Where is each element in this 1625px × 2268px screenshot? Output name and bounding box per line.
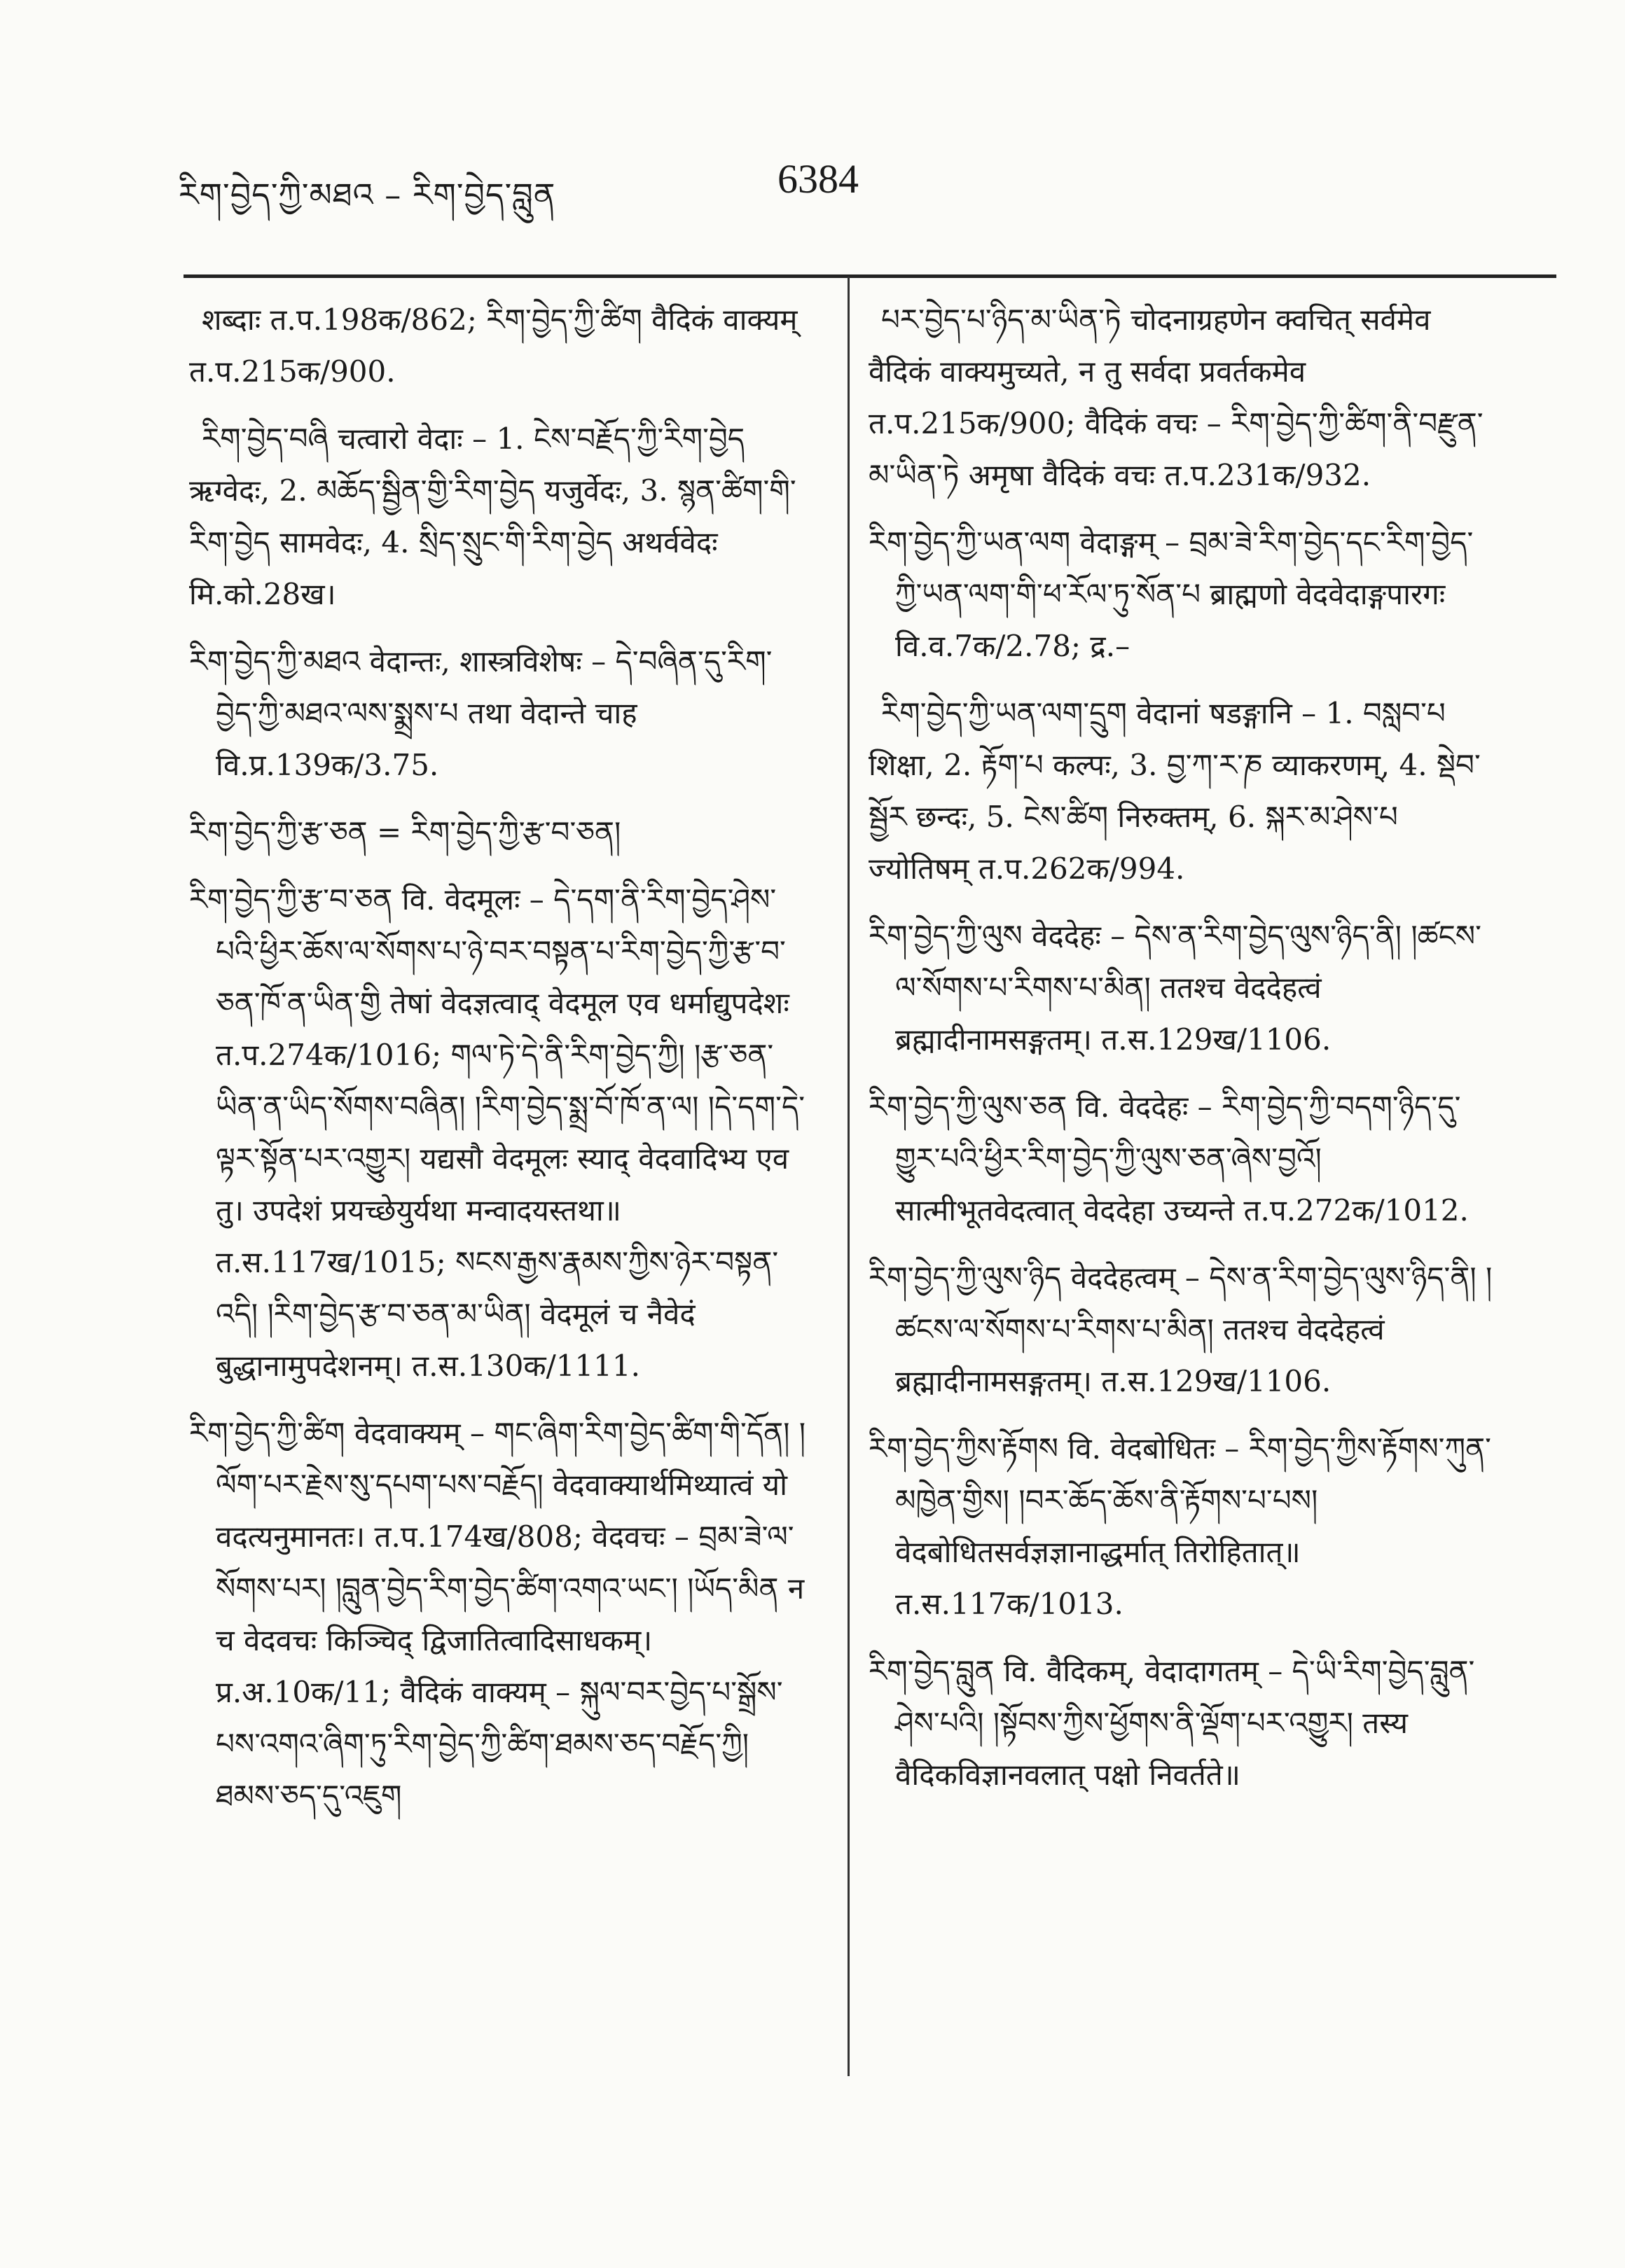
- running-head: རིག་བྱེད་ཀྱི་མཐའ – རིག་བྱེད་བླུན: [179, 176, 556, 214]
- dictionary-entry: རིག་བྱེད་ཀྱི་ལུས वेददेहः – དེས་ན་རིག་བྱེད་ལུས་ཉིད་ནི། །ཚངས་ལ་སོགས་པ་རིགས་པ་མིན། ततश्च वेददेहत्वं ब्रह्मादीनामसङ्गतम्। त.स.129ख/1106.: [869, 919, 1481, 1057]
- right-column: [869, 294, 1499, 1816]
- dictionary-entry: རིག་བྱེད་ཀྱི་རྩ་ཅན = རིག་བྱེད་ཀྱི་རྩ་བ་ཅན།: [189, 815, 621, 849]
- left-column: [189, 294, 813, 1837]
- dictionary-entry: རིག་བྱེད་ཀྱི་ཡན་ལག་དྲུག वेदानां षडङ्गानि – 1. བསླབ་པ शिक्षा, 2. རྟོག་པ कल्पः, 3. བྱ་ཀ་ར་ཎ व्याकरणम्, 4. སྡེབ་སྦྱོར छन्दः, 5. ངེས་ཚིག निरुक्तम्, 6. སྐར་མ་ཤེས་པ ज्योतिषम् त.प.262क/994.: [869, 696, 1481, 886]
- dictionary-entry: རིག་བྱེད་ཀྱི་ལུས་ཉིད वेददेहत्वम् – དེས་ན་རིག་བྱེད་ལུས་ཉིད་ནི། །ཚངས་ལ་སོགས་པ་རིགས་པ་མིན། ततश्च वेददेहत्वं ब्रह्मादीनामसङ्गतम्। त.स.129ख/1106.: [869, 1260, 1493, 1398]
- dictionary-entry: རིག་བྱེད་བླུན वि. वैदिकम्, वेदादागतम् – དེ་ཡི་རིག་བྱེད་བླུན་ཤེས་པའི། །སྟོབས་ཀྱིས་ཕྱོགས་ནི་ལྡོག་པར་འགྱུར། तस्य वैदिकविज्ञानवलात् पक्षो निवर्तते॥: [869, 1654, 1475, 1792]
- dictionary-entry: རིག་བྱེད་ཀྱིས་རྟོགས वि. वेदबोधितः – རིག་བྱེད་ཀྱིས་རྟོགས་ཀུན་མཁྱེན་གྱིས། །བར་ཆོད་ཆོས་ནི་རྟོགས་པ་པས། वेदबोधितसर्वज्ञज्ञानाद्धर्मात् तिरोहितात्॥ त.स.117क/1013.: [869, 1431, 1491, 1621]
- column-divider: [848, 277, 850, 2076]
- dictionary-entry: རིག་བྱེད་ཀྱི་མཐའ वेदान्तः, शास्त्रविशेषः – དེ་བཞིན་དུ་རིག་བྱེད་ཀྱི་མཐའ་ལས་སྨྲས་པ तथा वेदान्ते चाह वि.प्र.139क/3.75.: [189, 644, 773, 782]
- dictionary-entry: རིག་བྱེད་ཀྱི་ཚིག वेदवाक्यम् – གང་ཞིག་རིག་བྱེད་ཚིག་གི་དོན། །ལོག་པར་རྗེས་སུ་དཔག་པས་བརྗོད། वेदवाक्यार्थमिथ्यात्वं यो वदत्यनुमानतः। त.प.174ख/808; वेदवचः – བྲམ་ཟེ་ལ་སོགས་པར། །བླུན་བྱེད་རིག་བྱེད་ཚིག་འགའ་ཡང་། །ཡོད་མིན न च वेदवचः किञ्चिद् द्विजातित्वादिसाधकम्। प्र.अ.10क/11; वैदिकं वाक्यम् – སྐུལ་བར་བྱེད་པ་སྒྲོས་པས་འགའ་ཞིག་ཏུ་རིག་བྱེད་ཀྱི་ཚིག་ཐམས་ཅད་བརྗོད་ཀྱི། ཐམས་ཅད་དུ་འཇུག: [189, 1416, 806, 1813]
- page-number: 6384: [777, 156, 859, 202]
- dictionary-entry: རིག་བྱེད་ཀྱི་ལུས་ཅན वि. वेददेहः – རིག་བྱེད་ཀྱི་བདག་ཉིད་དུ་གྱུར་པའི་ཕྱིར་རིག་བྱེད་ཀྱི་ལུས་ཅན་ཞེས་བྱའོ། सात्मीभूतवेदत्वात् वेददेहा उच्यन्ते त.प.272क/1012.: [869, 1090, 1469, 1227]
- dictionary-entry: शब्दाः त.प.198क/862; རིག་བྱེད་ཀྱི་ཚིག वैदिकं वाक्यम् त.प.215क/900.: [189, 302, 798, 389]
- dictionary-entry: རིག་བྱེད་བཞི चत्वारो वेदाः – 1. ངེས་བརྗོད་ཀྱི་རིག་བྱེད ऋग्वेदः, 2. མཆོད་སྦྱིན་གྱི་རིག་བྱེད यजुर्वेदः, 3. སྙན་ཚིག་གི་རིག་བྱེད सामवेदः, 4. སྲིད་སྲུང་གི་རིག་བྱེད अथर्ववेदः मि.को.28ख।: [189, 422, 796, 611]
- header-rule: [184, 274, 1556, 278]
- dictionary-entry: རིག་བྱེད་ཀྱི་ཡན་ལག वेदाङ्गम् – བྲམ་ཟེ་རིག་བྱེད་དང་རིག་བྱེད་ཀྱི་ཡན་ལག་གི་ཕ་རོལ་ཏུ་སོན་པ ब्राह्मणो वेदवेदाङ्गपारगः वि.व.7क/2.78; द्र.–: [869, 525, 1474, 663]
- dictionary-entry: རིག་བྱེད་ཀྱི་རྩ་བ་ཅན वि. वेदमूलः – དེ་དག་ནི་རིག་བྱེད་ཤེས་པའི་ཕྱིར་ཆོས་ལ་སོགས་པ་ཉེ་བར་བསྟན་པ་རིག་བྱེད་ཀྱི་རྩ་བ་ཅན་ཁོ་ན་ཡིན་གྱི तेषां वेदज्ञत्वाद् वेदमूल एव धर्माद्युपदेशः त.प.274क/1016; གལ་ཏེ་དེ་ནི་རིག་བྱེད་ཀྱི། །རྩ་ཅན་ཡིན་ན་ཡིད་སོགས་བཞིན། །རིག་བྱེད་སྨྲ་བོ་ཁོ་ན་ལ། །དེ་དག་དེ་ལྟར་སྟོན་པར་འགྱུར། यद्यसौ वेदमूलः स्याद् वेदवादिभ्य एव तु। उपदेशं प्रयच्छेयुर्यथा मन्वादयस्तथा॥ त.स.117ख/1015; སངས་རྒྱས་རྣམས་ཀྱིས་ཉེར་བསྟན་འདི། །རིག་བྱེད་རྩ་བ་ཅན་མ་ཡིན། वेदमूलं च नैवेदं बुद्धानामुपदेशनम्। त.स.130क/1111.: [189, 882, 805, 1383]
- dictionary-entry: པར་བྱེད་པ་ཉིད་མ་ཡིན་ཏེ चोदनाग्रहणेन क्वचित् सर्वमेव वैदिकं वाक्यमुच्यते, न तु सर्वदा प्रवर्तकमेव त.प.215क/900; वैदिकं वचः – རིག་བྱེད་ཀྱི་ཚིག་ནི་བརྫུན་མ་ཡིན་ཏེ अमृषा वैदिकं वचः त.प.231क/932.: [869, 302, 1484, 492]
